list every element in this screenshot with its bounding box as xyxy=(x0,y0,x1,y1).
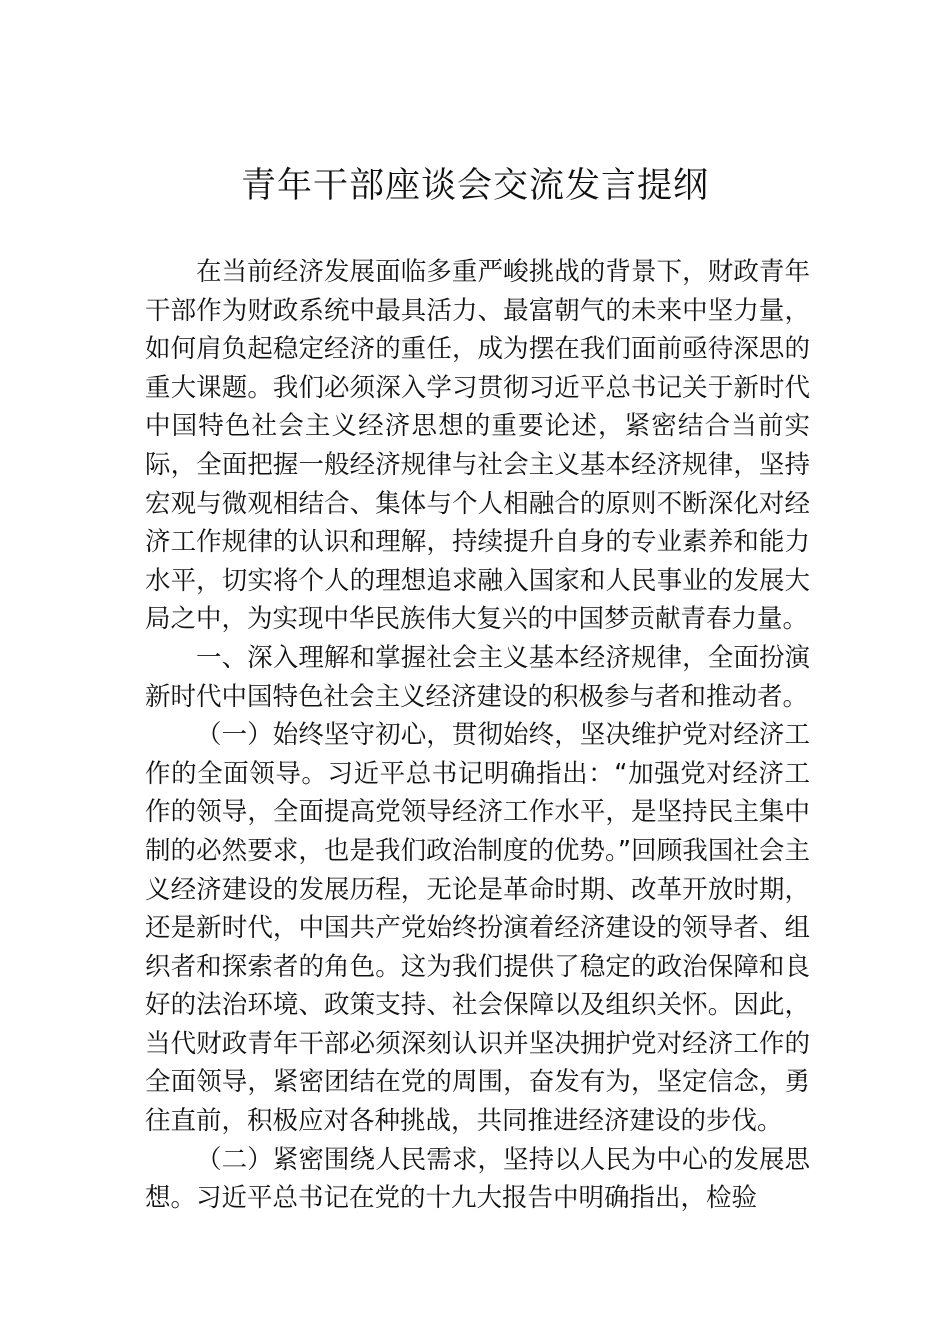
intro-paragraph: 在当前经济发展面临多重严峻挑战的背景下，财政青年干部作为财政系统中最具活力、最富朝气的未来中坚力量，如何肩负起稳定经济的重任，成为摆在我们面前亟待深思的重大课题。我们必须深入学习贯彻习近平总书记关于新时代中国特色社会主义经济思想的重要论述，紧密结合当前实际，全面把握一般经济规律与社会主义基本经济规律，坚持宏观与微观相结合、集体与个人相融合的原则不断深化对经济工作规律的认识和理解，持续提升自身的专业素养和能力水平，切实将个人的理想追求融入国家和人民事业的发展大局之中，为实现中华民族伟大复兴的中国梦贡献青春力量。 xyxy=(145,257,810,635)
subsection-paragraph-1: （一）始终坚守初心，贯彻始终，坚决维护党对经济工作的全面领导。习近平总书记明确指出：“加强党对经济工作的领导，全面提高党领导经济工作水平，是坚持民主集中制的必然要求，也是我们政治制度的优势。”回顾我国社会主义经济建设的发展历程，无论是革命时期、改革开放时期，还是新时代，中国共产党始终扮演着经济建设的领导者、组织者和探索者的角色。这为我们提供了稳定的政治保障和良好的法治环境、政策支持、社会保障以及组织关怀。因此，当代财政青年干部必须深刻认识并坚决拥护党对经济工作的全面领导，紧密团结在党的周围，奋发有为，坚定信念，勇往直前，积极应对各种挑战，共同推进经济建设的步伐。 xyxy=(145,720,810,1137)
subsection-paragraph-2: （二）紧密围绕人民需求，坚持以人民为中心的发展思想。习近平总书记在党的十九大报告中明确指出，检验 xyxy=(145,1144,810,1214)
section-heading-1: 一、深入理解和掌握社会主义基本经济规律，全面扮演新时代中国特色社会主义经济建设的积极参与者和推动者。 xyxy=(145,642,810,712)
document-title: 青年干部座谈会交流发言提纲 xyxy=(240,166,709,206)
document-body xyxy=(145,253,810,1218)
